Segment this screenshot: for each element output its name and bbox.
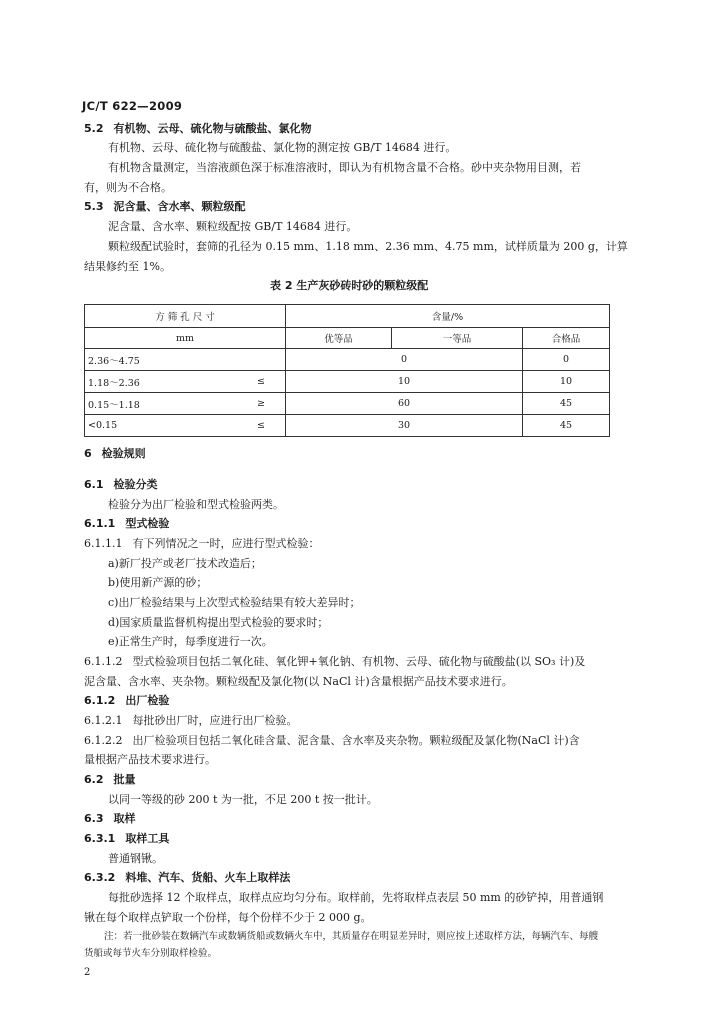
section-number: 6.1.1 bbox=[84, 517, 116, 530]
paragraph-line bbox=[84, 259, 171, 274]
section-heading bbox=[84, 693, 169, 708]
section-number: 6.1.1.1 bbox=[84, 537, 123, 550]
paragraph-line bbox=[108, 575, 207, 590]
paragraph-line bbox=[108, 634, 273, 649]
line-text: 有下列情况之一时，应进行型式检验： bbox=[132, 537, 320, 550]
line-text: 普通钢锹。 bbox=[108, 852, 163, 865]
sieve-size-unit: mm bbox=[85, 328, 286, 349]
line-text: 每批砂出厂时，应进行出厂检验。 bbox=[132, 714, 298, 727]
line-text: 泥含量、含水率、颗粒级配按 GB/T 14684 进行。 bbox=[108, 220, 358, 233]
comparison-cell: ≥ bbox=[217, 393, 285, 415]
section-heading bbox=[84, 516, 169, 531]
paragraph-line bbox=[108, 160, 581, 175]
section-number: 6.1.2.2 bbox=[84, 734, 123, 747]
comparison-cell: ≤ bbox=[217, 415, 285, 437]
paragraph-line bbox=[108, 239, 628, 254]
qualified-grade-cell: 45 bbox=[523, 415, 610, 437]
sieve-size-cell: 0.15～1.18 bbox=[85, 393, 218, 415]
section-number: 6.3 bbox=[84, 812, 104, 825]
section-heading bbox=[84, 870, 290, 885]
line-text: 颗粒级配试验时，套筛的孔径为 0.15 mm、1.18 mm、2.36 mm、4.75 mm，试样质量为 200 g，计算 bbox=[108, 240, 628, 253]
sieve-size-cell: 2.36～4.75 bbox=[85, 349, 218, 371]
line-text: 锹在每个取样点铲取一个份样，每个份样不少于 2 000 g。 bbox=[84, 911, 372, 924]
paragraph-line bbox=[108, 890, 603, 905]
line-text: 检验分为出厂检验和型式检验两类。 bbox=[108, 498, 284, 511]
note-line-1: 注：若一批砂装在数辆汽车或数辆货船或数辆火车中，其质量存在明显差异时，则应按上述取样方法，每辆汽车、每艘 bbox=[104, 931, 599, 942]
line-text: 每批砂选择 12 个取样点，取样点应均匀分布。取样前，先将取样点表层 50 mm 的砂铲掉，用普通钢 bbox=[108, 891, 604, 904]
top-first-grade-cell: 0 bbox=[286, 349, 523, 371]
table-row bbox=[85, 371, 610, 393]
line-text: 量根据产品技术要求进行。 bbox=[84, 753, 216, 766]
paragraph-line bbox=[108, 792, 378, 807]
section-number: 5.2 bbox=[84, 122, 104, 135]
section-heading bbox=[84, 772, 136, 787]
section-title: 批量 bbox=[113, 773, 136, 786]
line-text: 泥含量、含水率、夹杂物。颗粒级配及氯化物(以 NaCl 计)含量根据产品技术要求进行。 bbox=[84, 675, 513, 688]
paragraph-line bbox=[84, 654, 585, 669]
section-title: 检验分类 bbox=[113, 478, 158, 491]
line-text: 有，则为不合格。 bbox=[84, 181, 172, 194]
table-row bbox=[85, 415, 610, 437]
section-heading bbox=[84, 446, 146, 461]
top-first-grade-cell: 60 bbox=[286, 393, 523, 415]
top-first-grade-cell: 10 bbox=[286, 371, 523, 393]
paragraph-line bbox=[108, 556, 262, 571]
line-text: d)国家质量监督机构提出型式检验的要求时； bbox=[108, 616, 329, 629]
section-heading bbox=[84, 121, 312, 136]
table-row bbox=[85, 393, 610, 415]
grade-header-qualified: 合格品 bbox=[523, 328, 610, 349]
top-first-grade-cell: 30 bbox=[286, 415, 523, 437]
section-number: 5.3 bbox=[84, 200, 104, 213]
section-title: 型式检验 bbox=[125, 517, 170, 530]
paragraph-line bbox=[84, 910, 372, 925]
sieve-size-cell: <0.15 bbox=[85, 415, 218, 437]
section-title: 泥含量、含水率、颗粒级配 bbox=[113, 200, 246, 213]
sieve-size-header: 方 筛 孔 尺 寸 bbox=[85, 305, 286, 328]
paragraph-line bbox=[84, 752, 216, 767]
section-number: 6.1.2.1 bbox=[84, 714, 123, 727]
paragraph-line bbox=[108, 851, 163, 866]
section-heading bbox=[84, 477, 158, 492]
section-title: 料堆、汽车、货船、火车上取样法 bbox=[125, 871, 291, 884]
qualified-grade-cell: 10 bbox=[523, 371, 610, 393]
line-text: 以同一等级的砂 200 t 为一批，不足 200 t 按一批计。 bbox=[108, 793, 378, 806]
paragraph-line bbox=[84, 674, 513, 689]
qualified-grade-cell: 45 bbox=[523, 393, 610, 415]
table-row bbox=[85, 349, 610, 371]
paragraph-line bbox=[108, 595, 360, 610]
paragraph-line bbox=[84, 733, 580, 748]
grading-table bbox=[84, 304, 610, 437]
section-number: 6.3.1 bbox=[84, 832, 116, 845]
grade-header-top: 优等品 bbox=[286, 328, 392, 349]
line-text: 出厂检验项目包括二氧化硅含量、泥含量、含水率及夹杂物。颗粒级配及氯化物(NaCl 计)含 bbox=[132, 734, 580, 747]
comparison-cell bbox=[217, 349, 285, 371]
section-number: 6.1.2 bbox=[84, 694, 116, 707]
table-caption: 表 2 生产灰砂砖时砂的颗粒级配 bbox=[270, 279, 429, 292]
paragraph-line bbox=[84, 713, 297, 728]
line-text: 有机物含量测定，当溶液颜色深于标准溶液时，即认为有机物含量不合格。砂中夹杂物用目测，若 bbox=[108, 161, 581, 174]
standard-code-header: JC/T 622—2009 bbox=[82, 99, 183, 113]
paragraph-line bbox=[108, 219, 357, 234]
section-title: 出厂检验 bbox=[125, 694, 170, 707]
comparison-cell: ≤ bbox=[217, 371, 285, 393]
section-number: 6.2 bbox=[84, 773, 104, 786]
page-number: 2 bbox=[84, 967, 91, 978]
note-line-2: 货船或每节火车分别取样检验。 bbox=[84, 948, 218, 959]
section-title: 取样工具 bbox=[125, 832, 170, 845]
line-text: 有机物、云母、硫化物与硫酸盐、氯化物的测定按 GB/T 14684 进行。 bbox=[108, 141, 457, 154]
line-text: 结果修约至 1%。 bbox=[84, 260, 171, 273]
section-number: 6 bbox=[84, 447, 92, 460]
line-text: b)使用新产源的砂； bbox=[108, 576, 208, 589]
line-text: c)出厂检验结果与上次型式检验结果有较大差异时； bbox=[108, 596, 361, 609]
paragraph-line bbox=[108, 497, 284, 512]
section-title: 取样 bbox=[113, 812, 136, 825]
section-heading bbox=[84, 811, 136, 826]
section-title: 检验规则 bbox=[101, 447, 146, 460]
grade-header-first: 一等品 bbox=[392, 328, 523, 349]
section-title: 有机物、云母、硫化物与硫酸盐、氯化物 bbox=[113, 122, 312, 135]
section-number: 6.3.2 bbox=[84, 871, 116, 884]
line-text: a)新厂投产或老厂技术改造后； bbox=[108, 557, 262, 570]
line-text: e)正常生产时，每季度进行一次。 bbox=[108, 635, 273, 648]
section-number: 6.1.1.2 bbox=[84, 655, 123, 668]
section-heading bbox=[84, 831, 169, 846]
content-header: 含量/% bbox=[286, 305, 610, 328]
sieve-size-cell: 1.18～2.36 bbox=[85, 371, 218, 393]
paragraph-line bbox=[108, 140, 456, 155]
section-heading bbox=[84, 199, 246, 214]
qualified-grade-cell: 0 bbox=[523, 349, 610, 371]
paragraph-line bbox=[84, 536, 319, 551]
line-text: 型式检验项目包括二氧化硅、氧化钾+氧化钠、有机物、云母、硫化物与硫酸盐(以 SO₃ 计)及 bbox=[132, 655, 586, 668]
section-number: 6.1 bbox=[84, 478, 104, 491]
paragraph-line bbox=[84, 180, 172, 195]
paragraph-line bbox=[108, 615, 328, 630]
